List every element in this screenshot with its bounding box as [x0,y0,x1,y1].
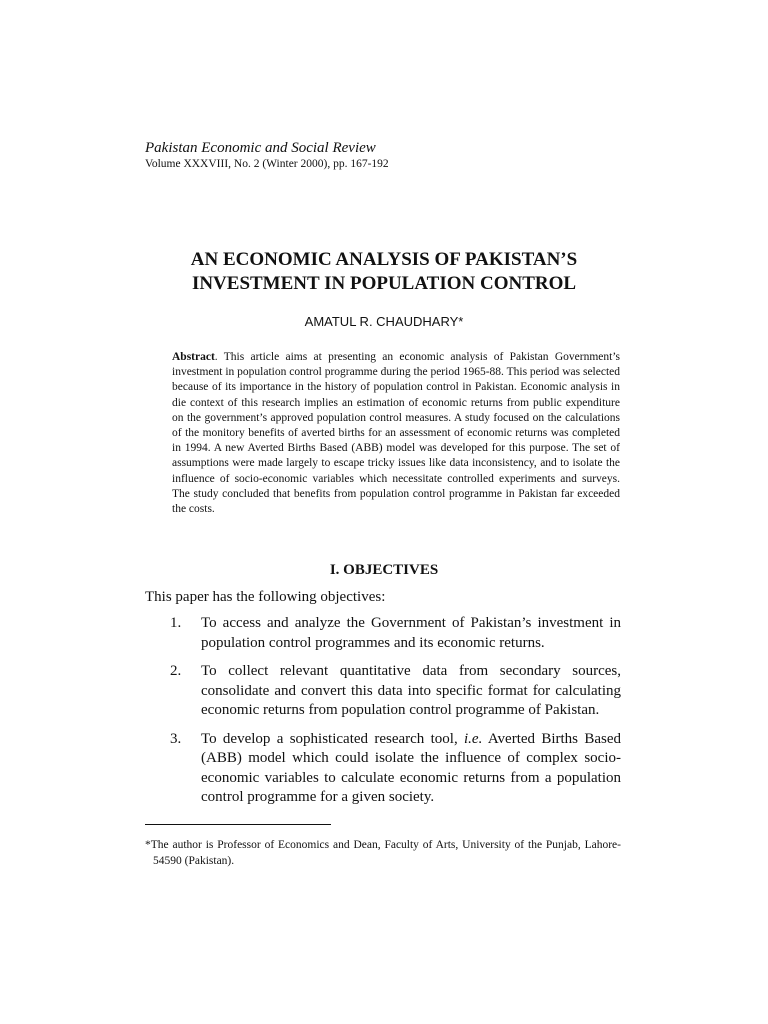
footnote: *The author is Professor of Economics and Dean, Faculty of Arts, University of the Punjab, Lahore-54590 (Pakistan). [145,839,621,867]
list-item [145,662,621,721]
abstract-text: . This article aims at presenting an economic analysis of Pakistan Government’s investment in population control programme during the period 1965-88. This period was selected because of its importance in the history of population control in Pakistan. Economic analysis in die context of this research implies an estimation of economic returns from public expenditure on the government’s approved population control measures. A study focused on the calculations of the monitory benefits of averted births for an assessment of economic returns was completed in 1994. A new Averted Births Based (ABB) model was developed for this purpose. The set of assumptions were made largely to escape tricky issues like data inconsistency, and to isolate the influence of socio-economic variables which necessitate controlled experiments and surveys. The study concluded that benefits from population control programme in Pakistan far exceeded the costs. [172,351,620,516]
list-item-text-start: To develop a sophisticated research tool, [201,730,465,747]
section-heading: I. OBJECTIVES [329,562,439,578]
journal-name: Pakistan Economic and Social Review [145,140,376,156]
journal-volume: Volume XXXVIII, No. 2 (Winter 2000), pp. 167-192 [145,158,389,170]
list-item [145,614,621,653]
author-name: AMATUL R. CHAUDHARY* [304,314,464,329]
list-item [145,730,621,808]
list-item-number: 3. [170,730,182,747]
list-item-text [201,731,621,806]
abstract [172,350,620,517]
paper-title-line-2: INVESTMENT IN POPULATION CONTROL [191,273,577,294]
list-item-text-italic: i.e. [464,730,483,747]
objectives-list [145,614,621,817]
list-item-text: To access and analyze the Government of Pakistan’s investment in population control programmes and its economic returns. [201,615,621,651]
paper-title-line-1: AN ECONOMIC ANALYSIS OF PAKISTAN’S [190,249,578,270]
list-item-text-end: Averted Births Based (ABB) model which could isolate the influence of complex socio-economic variables to calculate economic returns from a population control programme for a given society. [201,730,621,805]
list-item-text: To collect relevant quantitative data from secondary sources, consolidate and convert this data into specific format for calculating economic returns from population control programme of Pakistan. [201,663,621,718]
footnote-divider [145,824,331,825]
list-item-number: 2. [170,663,182,679]
section-intro: This paper has the following objectives: [145,589,386,605]
abstract-label: Abstract [172,351,215,363]
paper-title [110,248,658,296]
list-item-number: 1. [170,615,182,631]
